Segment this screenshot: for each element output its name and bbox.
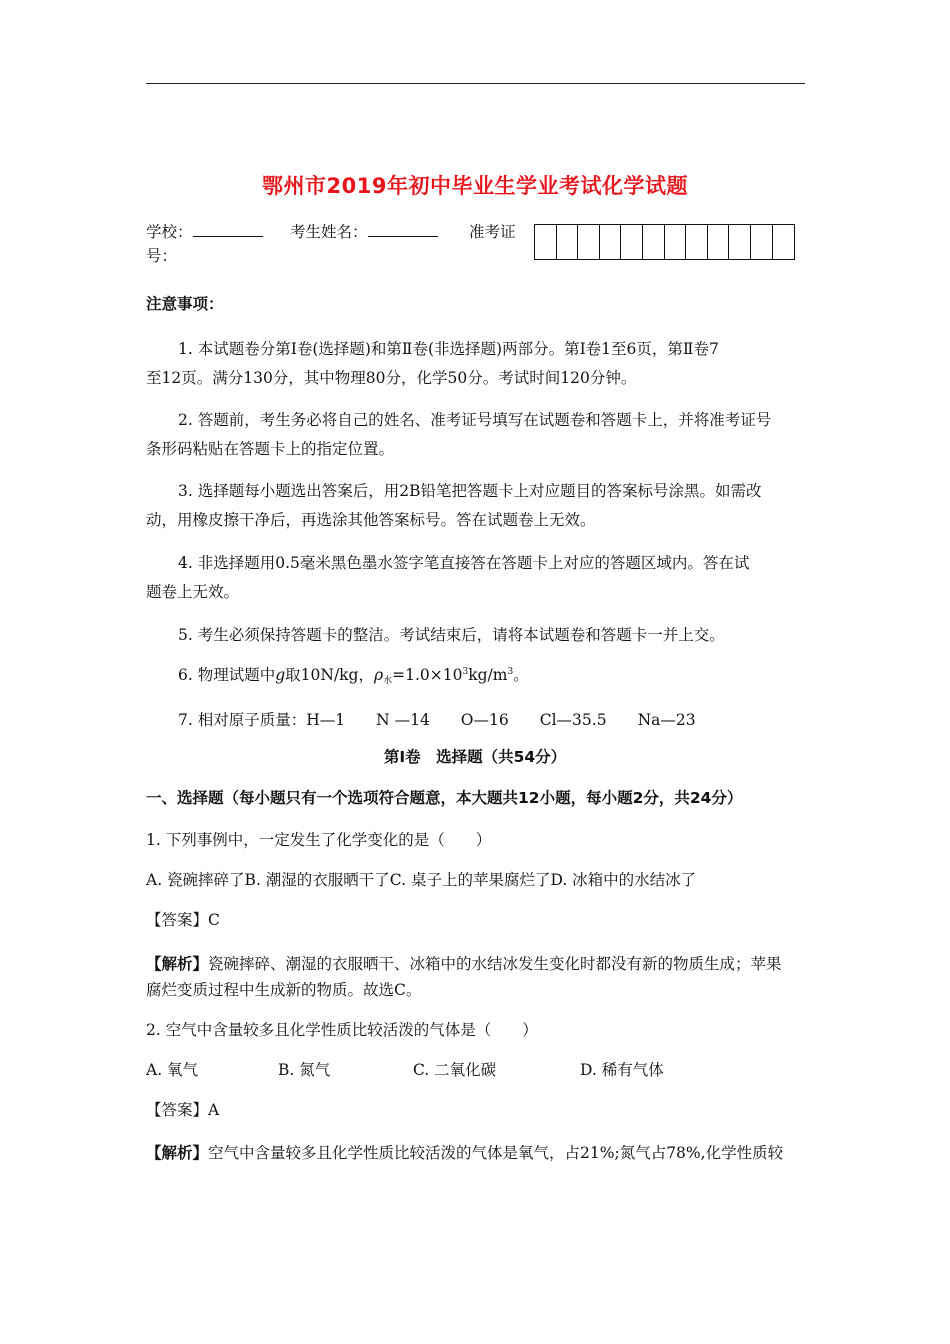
id-box[interactable] — [773, 225, 795, 259]
notice-item-5: 5. 考生必须保持答题卡的整洁。考试结束后，请将本试题卷和答题卡一并上交。 — [178, 626, 725, 644]
notice-item-2-line1: 2. 答题前，考生务必将自己的姓名、准考证号填写在试题卷和答题卡上，并将准考证号 — [178, 411, 772, 429]
exam-id-boxes[interactable] — [534, 224, 795, 260]
item6-text-d: kg/m — [468, 666, 508, 684]
question-1-answer — [146, 910, 220, 930]
notice-item-3-line2: 动，用橡皮擦干净后，再选涂其他答案标号。答在试题卷上无效。 — [146, 511, 596, 529]
name-label: 考生姓名： — [290, 223, 368, 241]
question-2-stem: 2. 空气中含量较多且化学性质比较活泼的气体是（ ） — [146, 1021, 538, 1039]
page-title: 鄂州市2019年初中毕业生学业考试化学试题 — [262, 174, 688, 198]
analysis-tag: 【解析】 — [146, 1144, 209, 1162]
school-blank[interactable] — [193, 222, 263, 237]
id-box[interactable] — [729, 225, 751, 259]
notice-item-3-line1: 3. 选择题每小题选出答案后，用2B铅笔把答题卡上对应题目的答案标号涂黑。如需改 — [178, 482, 762, 500]
item6-text-a: 6. 物理试题中 — [178, 666, 276, 684]
id-box[interactable] — [686, 225, 708, 259]
item6-text-c: =1.0×10 — [392, 666, 463, 684]
part-one-heading: 一、选择题（每小题只有一个选项符合题意，本大题共12小题，每小题2分，共24分） — [146, 789, 743, 807]
notice-item-7: 7. 相对原子质量：H—1 N —14 O—16 Cl—35.5 Na—23 — [178, 711, 696, 729]
header-rule — [146, 83, 805, 84]
item6-text-e: 。 — [513, 666, 529, 684]
question-1-stem: 1. 下列事例中，一定发生了化学变化的是（ ） — [146, 831, 492, 849]
unit-exponent: 3 — [507, 667, 514, 677]
density-symbol: ρ — [373, 666, 384, 684]
answer-tag: 【答案】 — [146, 1101, 209, 1119]
question-1-analysis-line1 — [146, 954, 782, 974]
question-2-option-a: A. 氧气 — [146, 1061, 199, 1079]
notice-heading: 注意事项： — [146, 295, 224, 313]
id-box[interactable] — [643, 225, 665, 259]
question-2-option-b: B. 氮气 — [278, 1061, 331, 1079]
question-2-option-c: C. 二氧化碳 — [413, 1061, 497, 1079]
name-blank[interactable] — [368, 222, 438, 237]
item6-text-b: 取10N/kg， — [285, 666, 374, 684]
notice-item-1-line1: 1. 本试题卷分第Ⅰ卷(选择题)和第Ⅱ卷(非选择题)两部分。第Ⅰ卷1至6页，第Ⅱ卷7 — [178, 340, 719, 358]
id-box[interactable] — [535, 225, 557, 259]
question-2-option-d: D. 稀有气体 — [580, 1061, 664, 1079]
question-2-answer — [146, 1100, 219, 1120]
analysis-text: 空气中含量较多且化学性质比较活泼的气体是氧气，占21%;氮气占78%,化学性质较 — [208, 1144, 784, 1162]
notice-item-4-line1: 4. 非选择题用0.5毫米黑色墨水签字笔直接答在答题卡上对应的答题区域内。答在试 — [178, 554, 750, 572]
id-box[interactable] — [751, 225, 773, 259]
id-box[interactable] — [600, 225, 622, 259]
answer-value: A — [208, 1101, 220, 1119]
analysis-tag: 【解析】 — [146, 955, 209, 973]
answer-tag: 【答案】 — [146, 911, 209, 929]
question-2-analysis-line1 — [146, 1143, 783, 1163]
school-label: 学校： — [146, 223, 193, 241]
id-box[interactable] — [557, 225, 579, 259]
notice-item-6 — [178, 662, 529, 691]
question-1-options: A. 瓷碗摔碎了B. 潮湿的衣服晒干了C. 桌子上的苹果腐烂了D. 冰箱中的水结冰了 — [146, 871, 697, 889]
question-1-analysis-line2: 腐烂变质过程中生成新的物质。故选C。 — [146, 981, 422, 999]
name-field — [290, 222, 438, 242]
id-box[interactable] — [621, 225, 643, 259]
analysis-text: 瓷碗摔碎、潮湿的衣服晒干、冰箱中的水结冰发生变化时都没有新的物质生成；苹果 — [208, 955, 782, 973]
id-label-line1: 准考证 — [469, 223, 516, 241]
notice-item-2-line2: 条形码粘贴在答题卡上的指定位置。 — [146, 440, 395, 458]
id-label-line2: 号： — [146, 247, 178, 265]
id-box[interactable] — [578, 225, 600, 259]
id-box[interactable] — [708, 225, 730, 259]
density-subscript: 水 — [383, 676, 393, 686]
section-heading: 第Ⅰ卷 选择题（共54分） — [383, 748, 567, 766]
exponent: 3 — [462, 667, 469, 677]
notice-item-4-line2: 题卷上无效。 — [146, 583, 240, 601]
notice-item-1-line2: 至12页。满分130分，其中物理80分，化学50分。考试时间120分钟。 — [146, 369, 637, 387]
school-field — [146, 222, 263, 242]
id-box[interactable] — [665, 225, 687, 259]
gravity-symbol: g — [275, 666, 286, 684]
answer-value: C — [208, 911, 220, 929]
